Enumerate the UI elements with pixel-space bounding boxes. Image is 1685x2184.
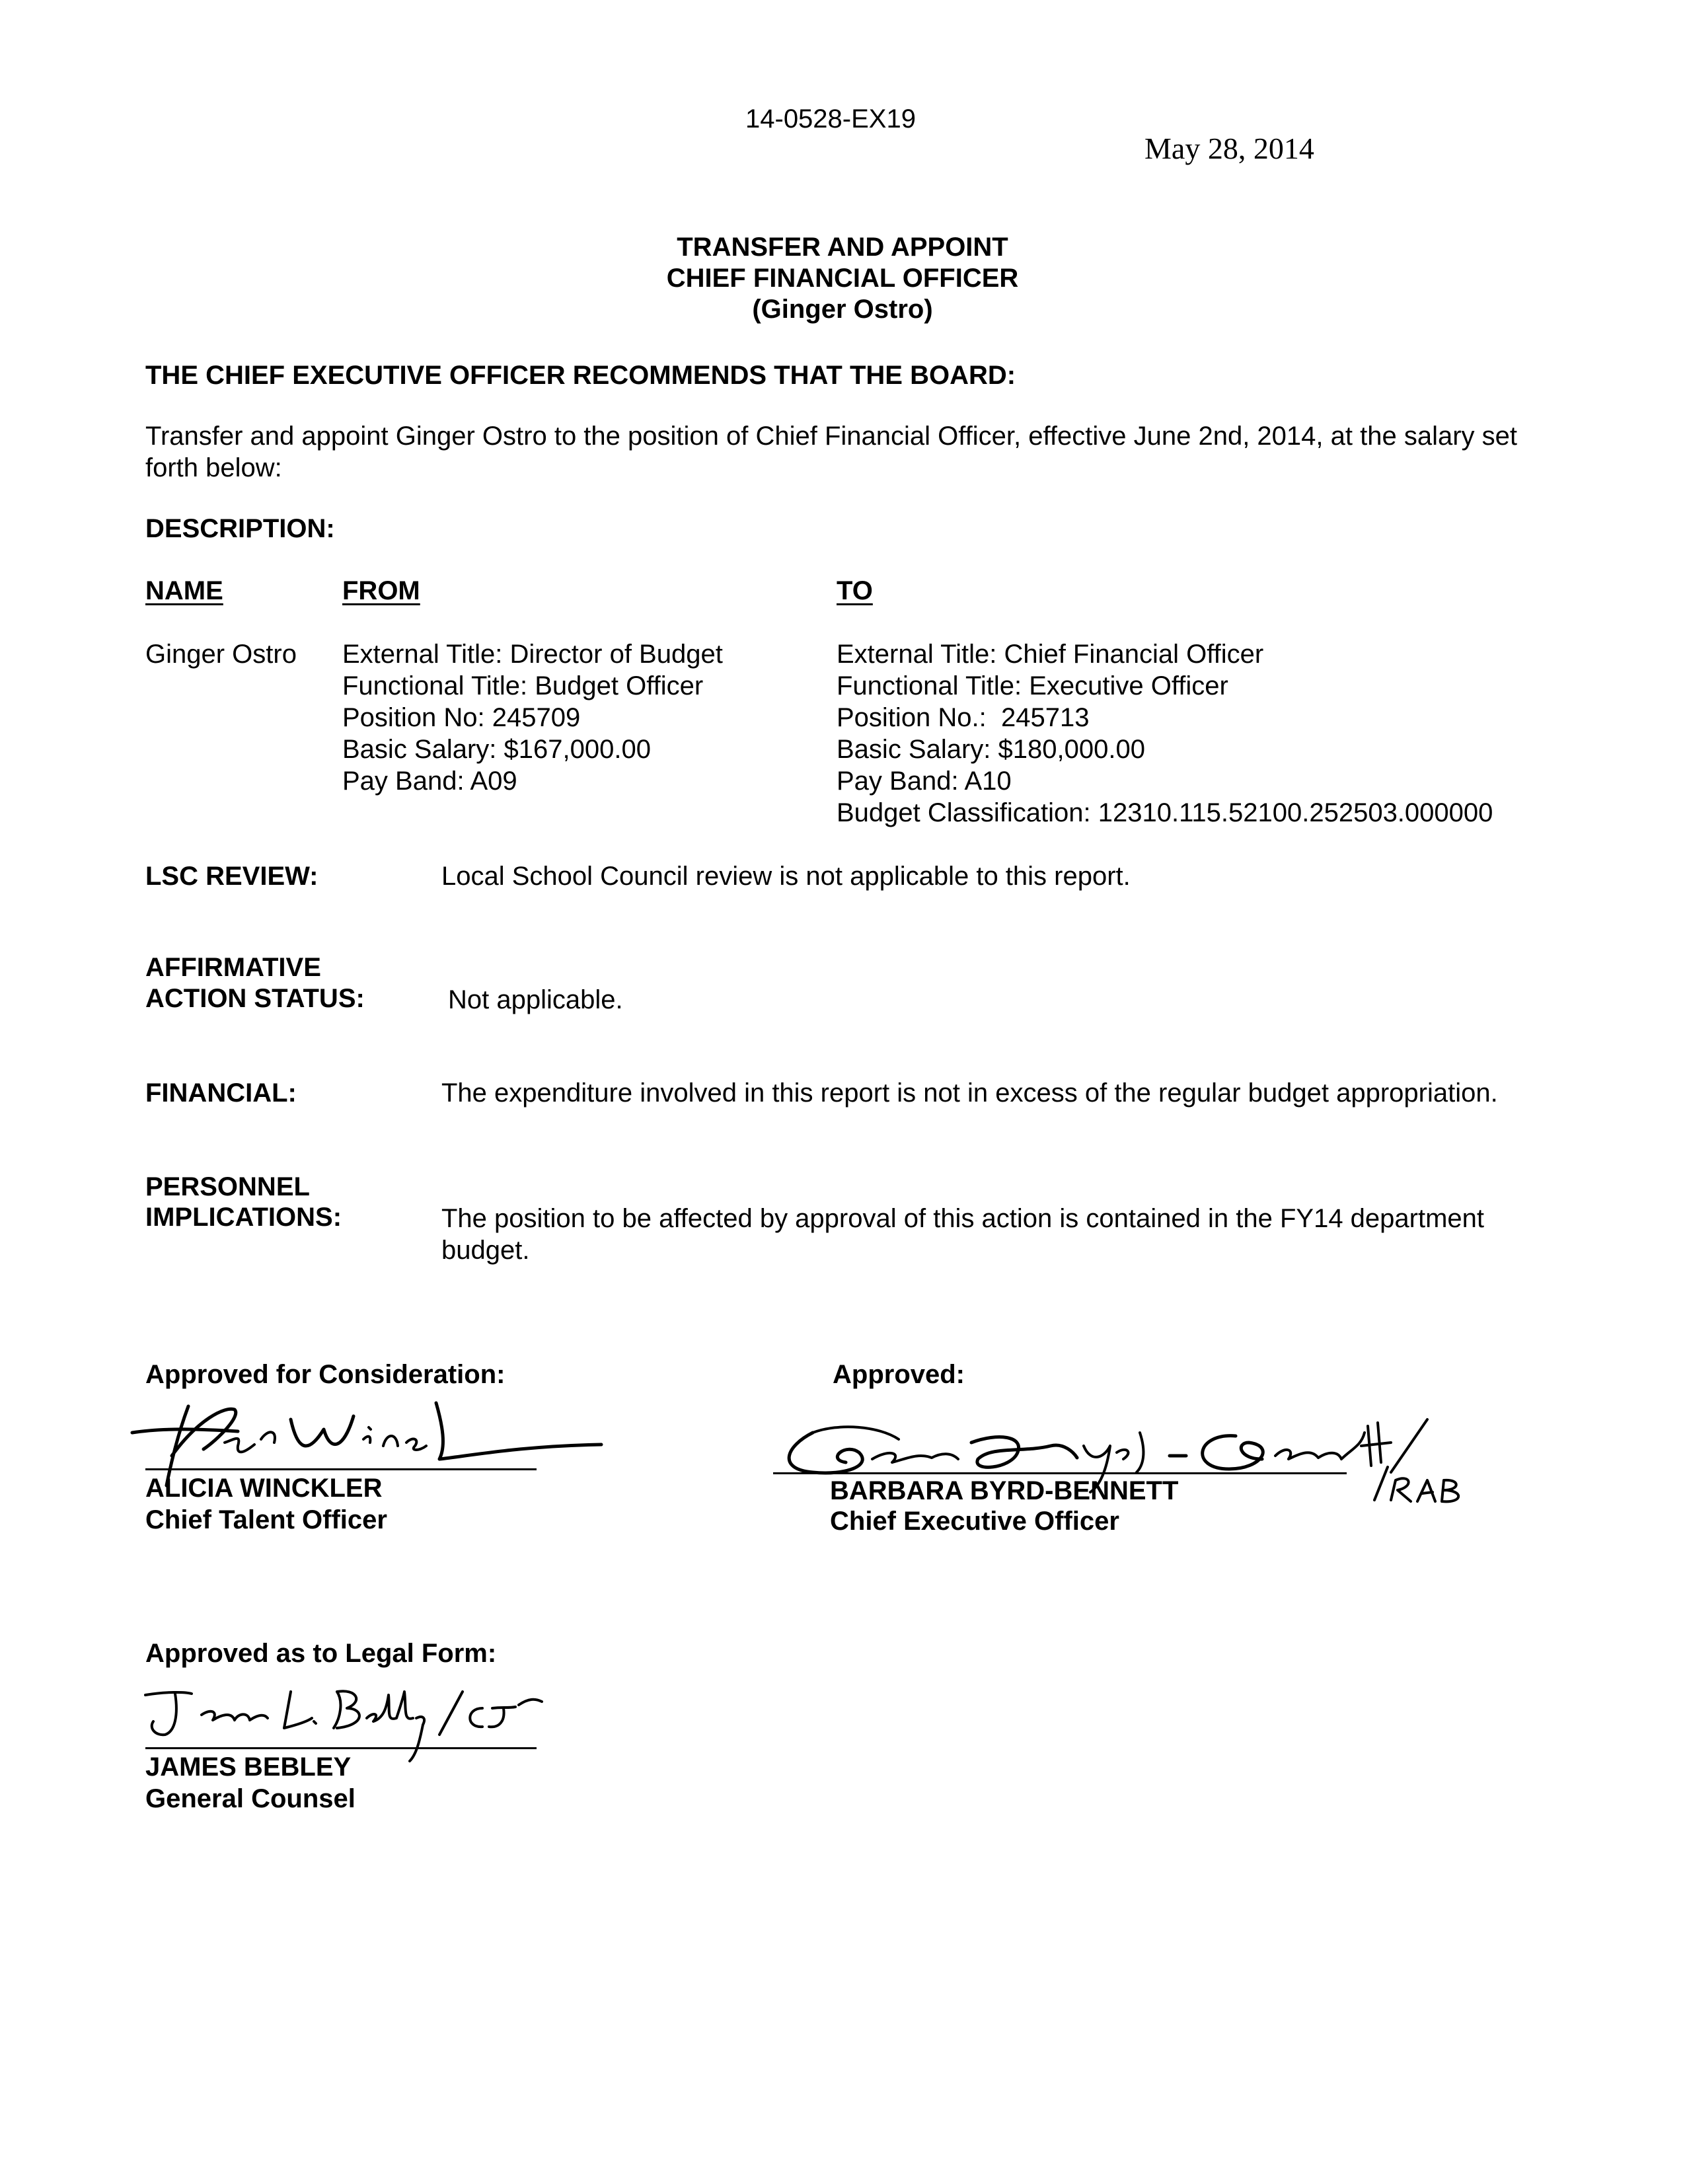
initials-rab [1361,1454,1474,1507]
title-line-3: (Ginger Ostro) [752,295,933,324]
personnel-text: The position to be affected by approval of this action is contained in the FY14 department budget. [441,1204,1485,1265]
from-line: Pay Band: A09 [342,767,517,796]
description-heading: DESCRIPTION: [145,514,335,543]
signatory-name-winckler: ALICIA WINCKLER [145,1474,383,1503]
affirmative-label-line-2: ACTION STATUS: [145,984,365,1013]
lsc-review-text: Local School Council review is not applicable to this report. [441,862,1131,891]
to-line: External Title: Chief Financial Officer [837,640,1264,669]
signature-line [145,1747,537,1749]
signatory-name-byrd-bennett: BARBARA BYRD-BENNETT [830,1476,1179,1505]
document-date: May 28, 2014 [1144,132,1314,165]
table-header-from: FROM [342,576,420,605]
lsc-review-label: LSC REVIEW: [145,862,318,891]
from-line: External Title: Director of Budget [342,640,723,669]
to-line: Functional Title: Executive Officer [837,671,1228,700]
title-line-2: CHIEF FINANCIAL OFFICER [666,264,1019,293]
employee-name: Ginger Ostro [145,640,297,669]
affirmative-text: Not applicable. [448,985,623,1014]
to-details [837,638,1493,829]
legal-form-heading: Approved as to Legal Form: [145,1639,497,1668]
to-line: Position No.: 245713 [837,703,1090,732]
recommendation-heading: THE CHIEF EXECUTIVE OFFICER RECOMMENDS THAT THE BOARD: [145,361,1016,390]
to-line: Basic Salary: $180,000.00 [837,735,1145,764]
signatory-role-bebley: General Counsel [145,1784,356,1813]
table-header-name: NAME [145,576,223,605]
signatory-role-byrd-bennett: Chief Executive Officer [830,1507,1119,1536]
table-header-to: TO [837,576,873,605]
signature-line [145,1468,537,1470]
from-line: Position No: 245709 [342,703,581,732]
personnel-label-line-2: IMPLICATIONS: [145,1203,342,1232]
from-line: Basic Salary: $167,000.00 [342,735,651,764]
to-line: Pay Band: A10 [837,767,1012,796]
personnel-label-line-1: PERSONNEL [145,1172,310,1201]
to-line: Budget Classification: 12310.115.52100.252503.000000 [837,798,1493,827]
document-number: 14-0528-EX19 [745,104,916,133]
title-line-1: TRANSFER AND APPOINT [677,233,1008,262]
affirmative-label-line-1: AFFIRMATIVE [145,953,321,982]
approved-heading: Approved: [833,1360,965,1389]
signatory-role-winckler: Chief Talent Officer [145,1505,387,1534]
financial-label: FINANCIAL: [145,1078,297,1108]
recommendation-text: Transfer and appoint Ginger Ostro to the position of Chief Financial Officer, effective June 2nd, 2014, at the salary set forth below: [145,422,1517,482]
signatory-name-bebley: JAMES BEBLEY [145,1752,352,1782]
approved-consideration-heading: Approved for Consideration: [145,1360,506,1389]
from-line: Functional Title: Budget Officer [342,671,704,700]
financial-text: The expenditure involved in this report is not in excess of the regular budget appropriation. [441,1078,1498,1108]
signature-line [773,1472,1347,1474]
from-details [342,638,723,797]
